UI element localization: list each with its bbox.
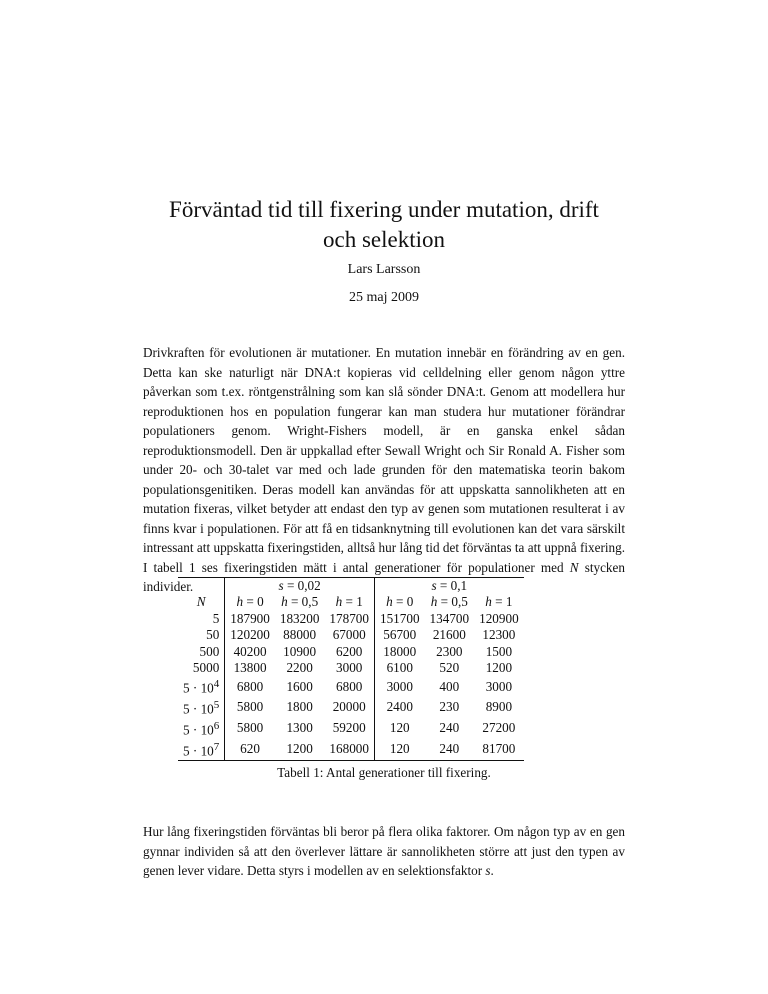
- table-corner-cell: [178, 578, 225, 595]
- table-cell: 12300: [482, 627, 516, 643]
- table-cell: 400: [439, 678, 460, 694]
- table-cell: 120: [374, 718, 424, 739]
- table-cell: 59200: [332, 720, 366, 736]
- table-column-header-row: [178, 594, 524, 610]
- population-size-cell: $5 \cdot 10^4$: [183, 678, 220, 696]
- column-header: h = 1: [335, 594, 363, 610]
- table-cell: 67000: [332, 627, 366, 643]
- table-cell: 5800: [225, 697, 275, 718]
- table-cell: 1800: [286, 699, 313, 715]
- table-cell: 240: [425, 739, 475, 760]
- table-cell: 620: [225, 739, 275, 760]
- population-size-cell: 5: [212, 610, 220, 626]
- table-cell: 3000: [336, 660, 363, 676]
- table-cell: 6800: [225, 676, 275, 697]
- table-cell: 183200: [279, 610, 320, 626]
- table-cell: 6100: [374, 660, 424, 676]
- author: Lars Larsson: [347, 262, 421, 277]
- table-row: [178, 718, 524, 739]
- table-cell: 120200: [225, 627, 275, 643]
- table-row: [178, 611, 524, 627]
- table-cell: 151700: [374, 611, 424, 627]
- population-size-cell: $5 \cdot 10^6$: [183, 720, 220, 738]
- table-cell: 6200: [336, 643, 363, 659]
- population-size-cell: $5 \cdot 10^7$: [178, 739, 225, 760]
- date: 25 maj 2009: [349, 290, 419, 305]
- table-cell: 21600: [432, 627, 466, 643]
- table-cell: 6800: [336, 678, 363, 694]
- table-cell: 2300: [436, 643, 463, 659]
- table-cell: 81700: [474, 739, 524, 760]
- table-cell: 88000: [283, 627, 317, 643]
- population-size-cell: 5000: [192, 660, 220, 676]
- table-cell: 1200: [275, 739, 325, 760]
- table-cell: 18000: [374, 644, 424, 660]
- table-cell: 1200: [485, 660, 513, 676]
- intro-paragraph: Drivkraften för evolutionen är mutationer. En mutation innebär en förändring av en gen. Detta kan ske naturligt när DNA:t kopieras vid celldelning eller genom någon yttre påverkan som t.ex. röntgenstrålning som kan slå sönder DNA:t. Genom att modellera hur reproduktionen hos en population fungerar kan man studera hur mutationer förändrar populationers genom. Wright-Fishers modell, är en ganska enkel sådan reproduktionsmodell. Den är uppkallad efter Sewall Wright och Sir Ronald A. Fisher som under 20- och 30-talet var med och lade grunden för den matematiska teorin bakom populationsgenitiken. Deras modell kan användas för att uppskatta sannolikheten att en mutation fixeras, vilket betyder att endast den typ av genen som mutationen resulterat i av finns kvar i populationen. För att få en tidsanknytning till evolutionen kan det vara särskilt intressant att uppskatta fixeringstiden, alltså hur lång tid det förväntas ta att uppnå fixering. I tabell 1 ses fixeringstiden mätt i antal generationer för populationer med N stycken individer.: [143, 345, 625, 594]
- table-cell: 20000: [332, 699, 366, 715]
- table-row: [178, 676, 524, 697]
- page-title: Förväntad tid till fixering under mutation, drift och selektion: [169, 197, 599, 252]
- table-cell: 120900: [479, 610, 519, 626]
- table-row: [178, 697, 524, 718]
- table-cell: 1300: [286, 720, 313, 736]
- table-cell: 13800: [225, 660, 275, 676]
- column-header: h = 0: [225, 594, 275, 610]
- column-header: h = 0,5: [430, 594, 468, 610]
- table-cell: 10900: [283, 643, 317, 659]
- table-cell: 134700: [429, 610, 470, 626]
- table-group-header-row: [178, 578, 524, 595]
- table-cell: 520: [439, 660, 460, 676]
- table-cell: 1500: [485, 643, 513, 659]
- table-row: [178, 627, 524, 643]
- group-header-s-002: s = 0,02: [225, 578, 375, 595]
- table-cell: 230: [439, 699, 460, 715]
- table-cell: 56700: [374, 627, 424, 643]
- column-header: h = 0,5: [281, 594, 319, 610]
- table-cell: 3000: [485, 678, 513, 694]
- table-cell: 40200: [225, 644, 275, 660]
- table-cell: 2200: [286, 660, 313, 676]
- group-header-s-01: s = 0,1: [374, 578, 523, 595]
- table-cell: 240: [439, 720, 460, 736]
- table-cell: 3000: [374, 676, 424, 697]
- table-cell: 5800: [225, 718, 275, 739]
- table-cell: 178700: [329, 610, 369, 626]
- table-cell: 2400: [374, 697, 424, 718]
- column-header: N: [196, 594, 206, 610]
- table-cell: 27200: [482, 720, 516, 736]
- population-size-cell: 500: [199, 643, 220, 659]
- table-row: [178, 739, 524, 760]
- table-cell: 168000: [324, 739, 374, 760]
- population-size-cell: $5 \cdot 10^5$: [183, 699, 220, 717]
- fixation-table: [178, 577, 524, 761]
- table-row: [178, 644, 524, 660]
- fixation-table-container: [178, 577, 524, 761]
- table-cell: 187900: [225, 611, 275, 627]
- table-cell: 1600: [286, 678, 313, 694]
- table-cell: 8900: [485, 699, 513, 715]
- table-cell: 120: [374, 739, 424, 760]
- column-header: h = 1: [485, 594, 513, 610]
- table-caption: Tabell 1: Antal generationer till fixering.: [277, 765, 491, 780]
- second-paragraph: Hur lång fixeringstiden förväntas bli beror på flera olika faktorer. Om någon typ av en gen gynnar individen så att den överlever lättare är sannolikheten större att just den typen av genen lever vidare. Detta styrs i modellen av en selektionsfaktor s.: [143, 824, 625, 878]
- population-size-cell: 50: [206, 627, 220, 643]
- column-header: h = 0: [374, 594, 424, 610]
- table-row: [178, 660, 524, 676]
